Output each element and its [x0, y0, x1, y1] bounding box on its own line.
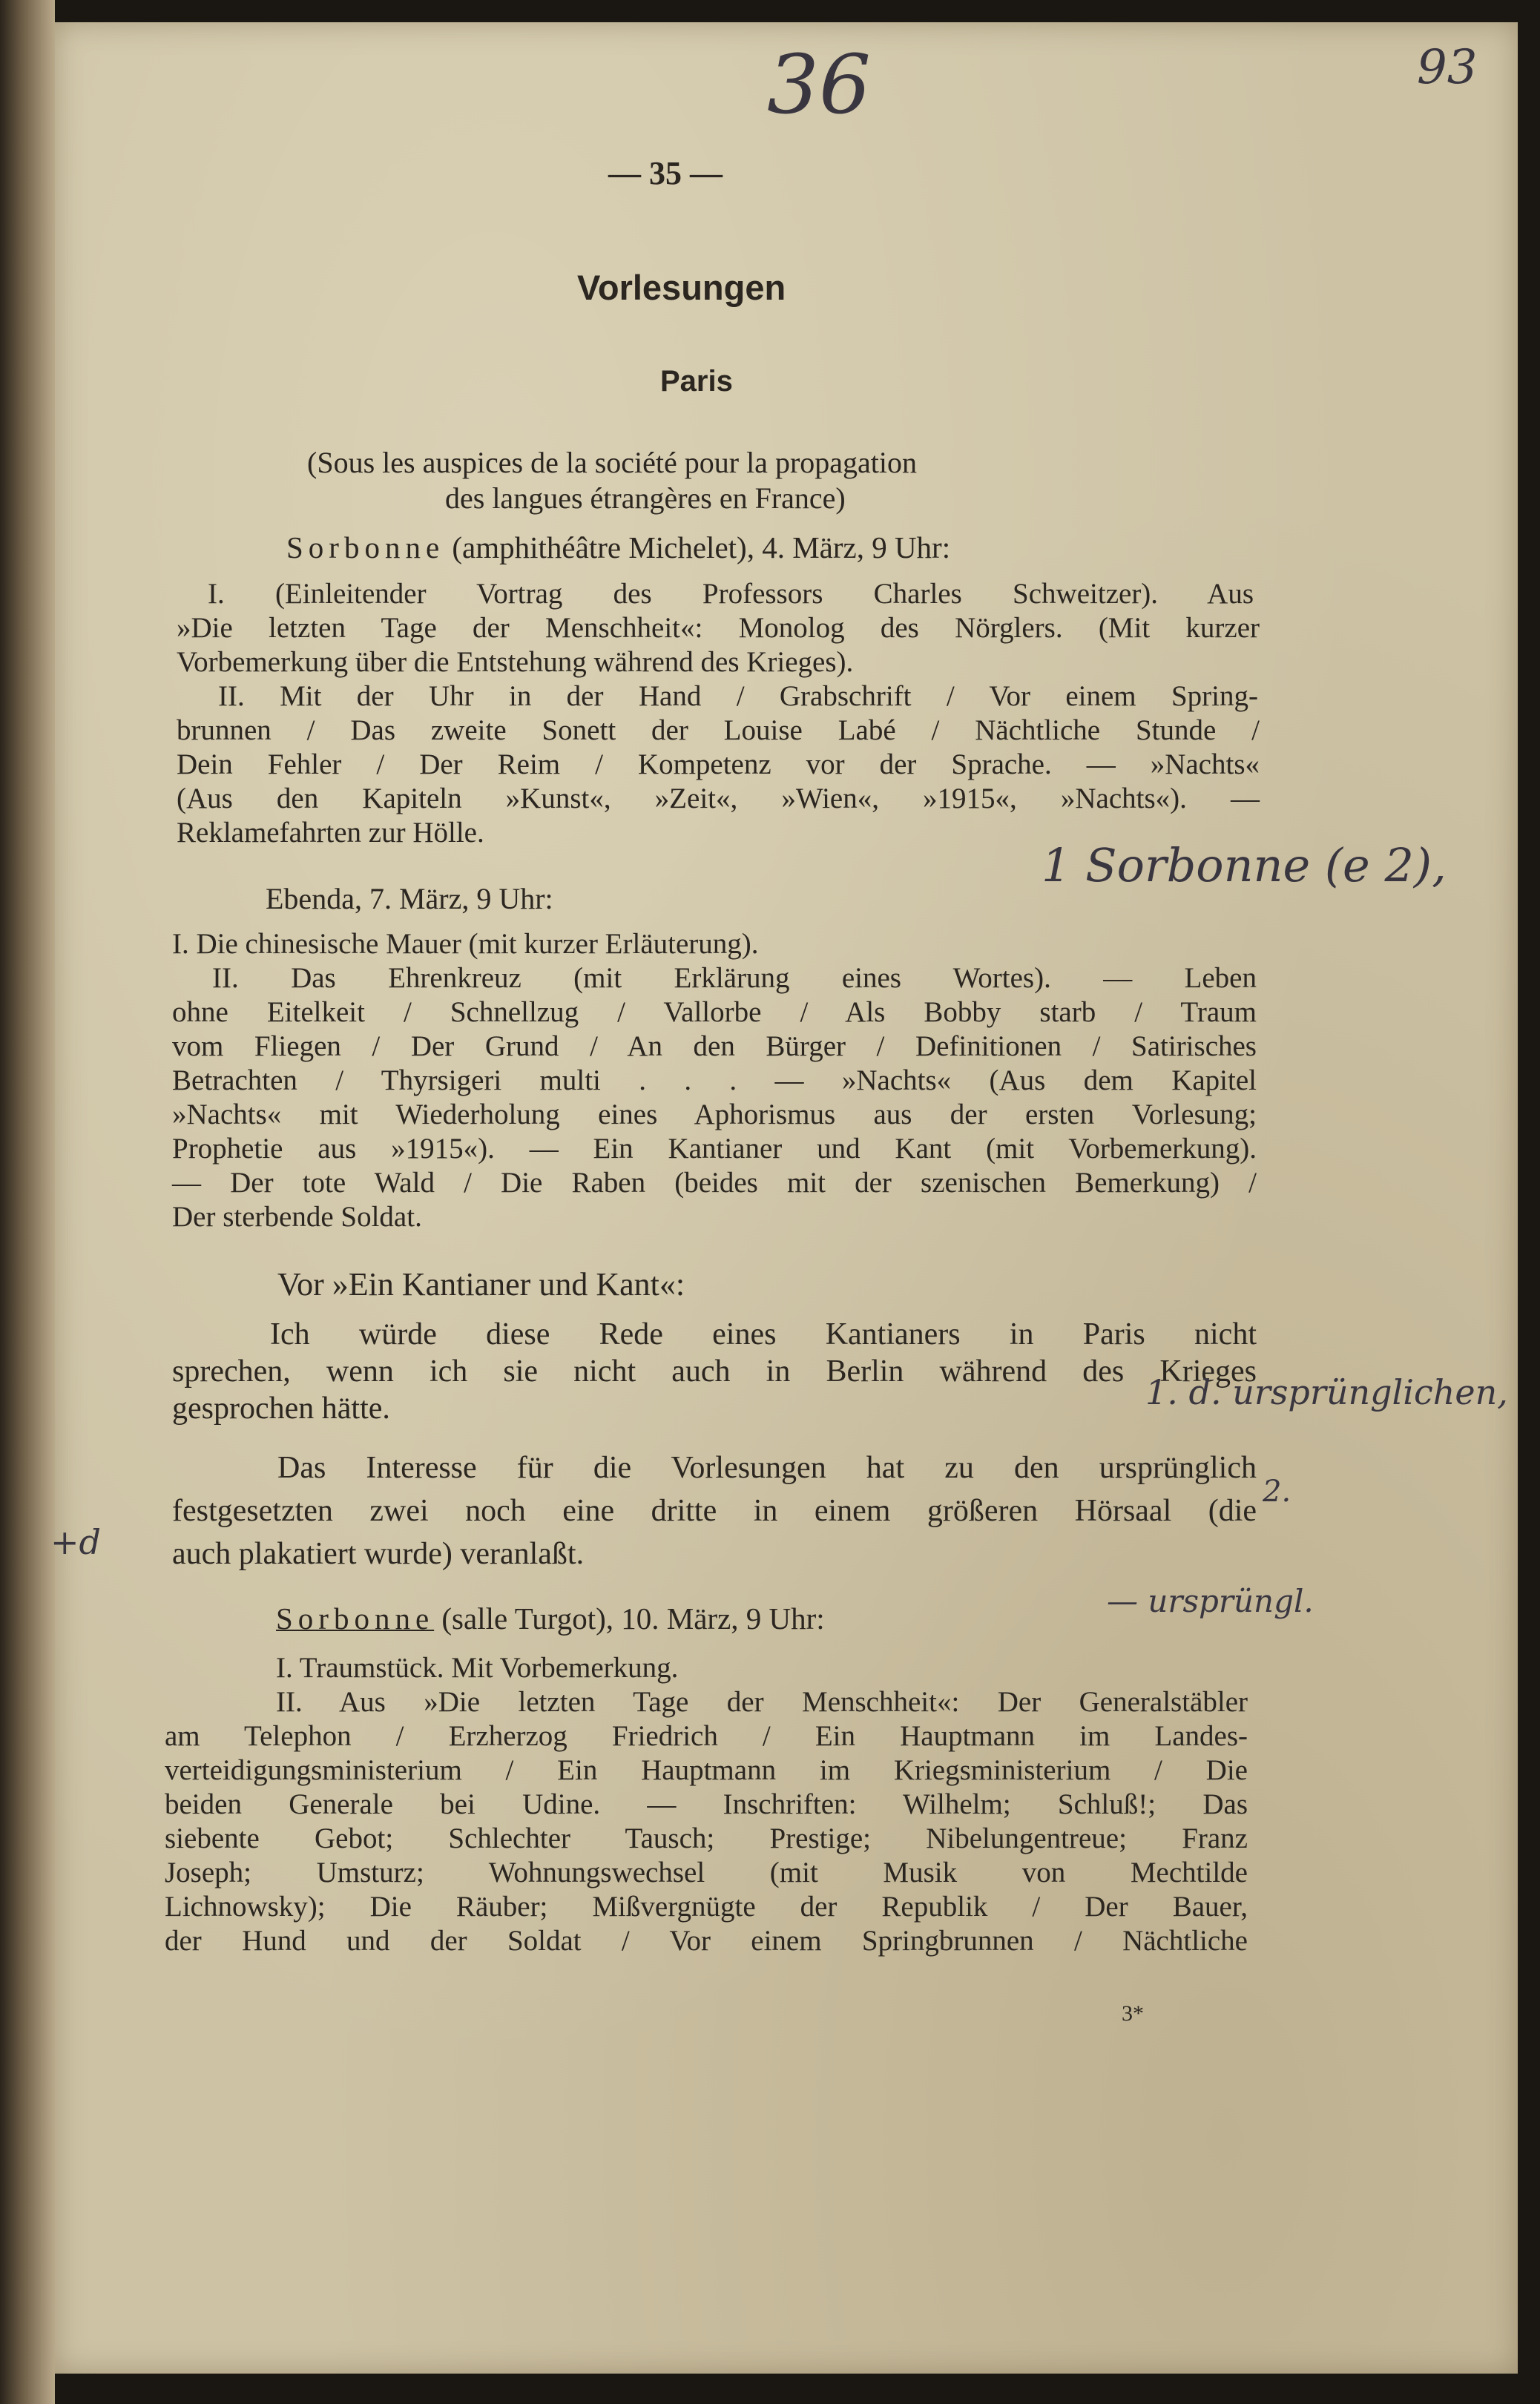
section2-line: »Nachts« mit Wiederholung eines Aphorismus aus der ersten Vorlesung;	[172, 1099, 1257, 1130]
document-page	[50, 22, 1518, 2374]
section1-line: (Aus den Kapiteln »Kunst«, »Zeit«, »Wien«, »1915«, »Nachts«). —	[177, 783, 1260, 814]
section2-line: — Der tote Wald / Die Raben (beides mit der szenischen Bemerkung) /	[172, 1167, 1257, 1199]
section3-line: Lichnowsky); Die Räuber; Mißvergnügte der Republik / Der Bauer,	[165, 1891, 1248, 1923]
kant-note-line: gesprochen hätte.	[172, 1392, 390, 1426]
intro-line-2: des langues étrangères en France)	[445, 481, 846, 515]
page-subtitle: Paris	[660, 365, 733, 398]
page-number: — 35 —	[608, 155, 723, 191]
signature-mark: 3*	[1122, 2001, 1144, 2026]
corrected-page-number: 36	[767, 37, 871, 132]
section2-heading: Ebenda, 7. März, 9 Uhr:	[266, 882, 553, 915]
section3-date: (salle Turgot), 10. März, 9 Uhr:	[441, 1601, 825, 1636]
section1-line: Vorbemerkung über die Entstehung während des Krieges).	[177, 646, 854, 678]
section3-heading	[276, 1601, 825, 1636]
section2-line: vom Fliegen / Der Grund / An den Bürger / Definitionen / Satirisches	[172, 1030, 1257, 1062]
section1-venue: Sorbonne	[286, 530, 445, 564]
section2-line: I. Die chinesische Mauer (mit kurzer Erläuterung).	[172, 928, 759, 960]
section1-line: II. Mit der Uhr in der Hand / Grabschrift / Vor einem Spring-	[218, 680, 1258, 712]
interest-line: Das Interesse für die Vorlesungen hat zu den ursprünglich	[277, 1451, 1257, 1485]
section1-line: Reklamefahrten zur Hölle.	[177, 817, 484, 849]
margin-note-sorbonne: 1 Sorbonne (e 2),	[1042, 838, 1447, 892]
margin-note-second: 2.	[1263, 1475, 1291, 1509]
section3-line: I. Traumstück. Mit Vorbemerkung.	[276, 1652, 679, 1684]
section1-line: »Die letzten Tage der Menschheit«: Monolog des Nörglers. (Mit kurzer	[177, 612, 1260, 644]
page-title: Vorlesungen	[577, 268, 786, 307]
section2-line: Der sterbende Soldat.	[172, 1201, 422, 1233]
kant-note-line: sprechen, wenn ich sie nicht auch in Berlin während des Krieges	[172, 1354, 1257, 1389]
intro-line-1: (Sous les auspices de la société pour la propagation	[307, 446, 917, 479]
section2-line: ohne Eitelkeit / Schnellzug / Vallorbe / Als Bobby starb / Traum	[172, 996, 1257, 1028]
interest-line: auch plakatiert wurde) veranlaßt.	[172, 1537, 585, 1571]
archive-number: 93	[1417, 40, 1478, 95]
book-spine	[0, 0, 55, 2404]
margin-note-first: 1. d. ursprünglichen,	[1145, 1372, 1508, 1412]
section3-line: am Telephon / Erzherzog Friedrich / Ein Hauptmann im Landes-	[165, 1720, 1248, 1752]
section2-line: Prophetie aus »1915«). — Ein Kantianer und Kant (mit Vorbemerkung).	[172, 1133, 1257, 1165]
section2-line: Betrachten / Thyrsigeri multi . . . — »Nachts« (Aus dem Kapitel	[172, 1064, 1257, 1096]
section1-line: I. (Einleitender Vortrag des Professors Charles Schweitzer). Aus	[208, 578, 1254, 610]
section3-line: beiden Generale bei Udine. — Inschriften: Wilhelm; Schluß!; Das	[165, 1788, 1248, 1820]
section3-line: siebente Gebot; Schlechter Tausch; Prestige; Nibelungentreue; Franz	[165, 1822, 1248, 1854]
section1-line: Dein Fehler / Der Reim / Kompetenz vor der Sprache. — »Nachts«	[177, 748, 1260, 780]
section3-line: Joseph; Umsturz; Wohnungswechsel (mit Musik von Mechtilde	[165, 1857, 1248, 1888]
section2-line: II. Das Ehrenkreuz (mit Erklärung eines Wortes). — Leben	[212, 962, 1257, 994]
section1-date: (amphithéâtre Michelet), 4. März, 9 Uhr:	[452, 530, 951, 564]
section3-line: der Hund und der Soldat / Vor einem Springbrunnen / Nächtliche	[165, 1925, 1248, 1957]
margin-note-ursprung: — ursprüngl.	[1107, 1583, 1314, 1619]
interest-line: festgesetzten zwei noch eine dritte in einem größeren Hörsaal (die	[172, 1494, 1257, 1528]
section3-line: II. Aus »Die letzten Tage der Menschheit«: Der Generalstäbler	[276, 1686, 1248, 1718]
section3-line: verteidigungsministerium / Ein Hauptmann im Kriegsministerium / Die	[165, 1754, 1248, 1786]
margin-note-left: +d	[50, 1522, 101, 1562]
kant-note-line: Ich würde diese Rede eines Kantianers in Paris nicht	[270, 1317, 1257, 1351]
kant-note-heading: Vor »Ein Kantianer und Kant«:	[277, 1266, 685, 1303]
section1-line: brunnen / Das zweite Sonett der Louise Labé / Nächtliche Stunde /	[177, 714, 1260, 746]
section1-heading	[286, 530, 950, 565]
section3-venue: Sorbonne	[276, 1601, 435, 1636]
